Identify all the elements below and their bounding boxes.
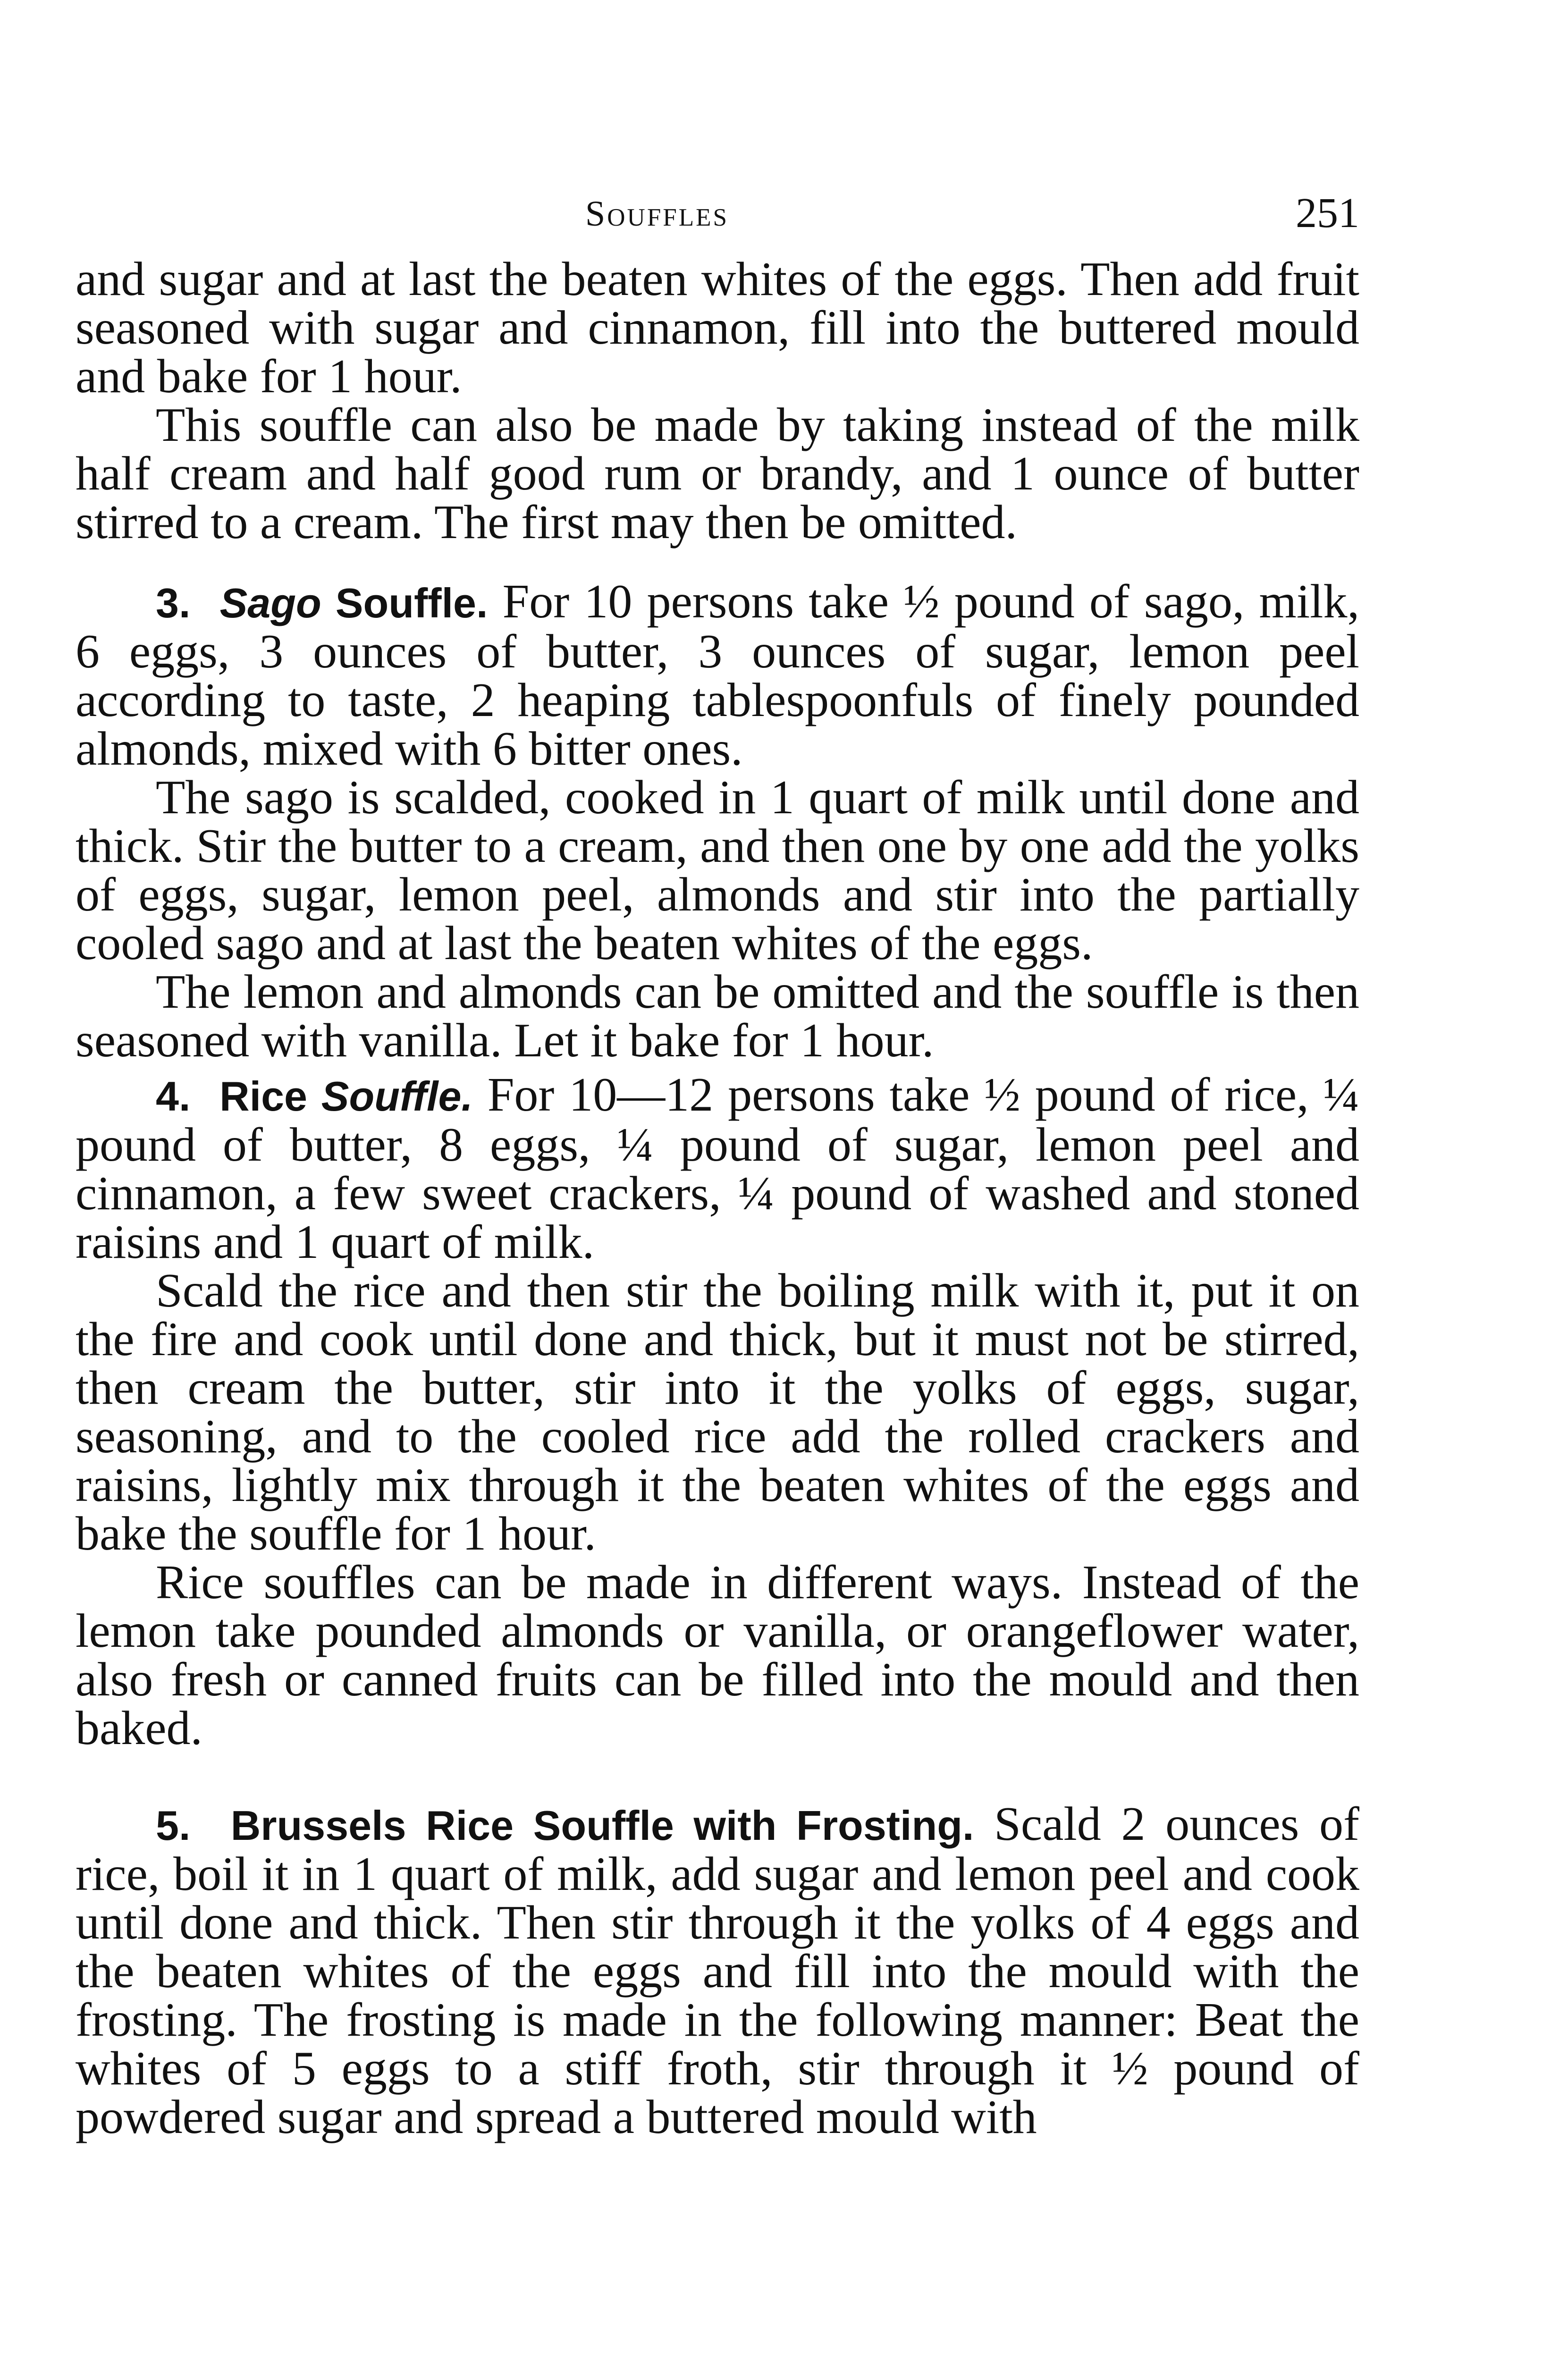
- paragraph-continuation: and sugar and at last the beaten whites of the eggs. Then add fruit seasoned with sugar and cinnamon, fill into the buttered mould and bake for 1 hour.: [76, 253, 1359, 403]
- recipe-rice-intro: [76, 1068, 1360, 1269]
- recipe-method: Scald 2 ounces of rice, boil it in 1 quart of milk, add sugar and lemon peel and cook until done and thick. Then stir through it the yolks of 4 eggs and the beaten whites of the eggs and fill into the mould with the frosting. The frosting is made in the following manner: Beat the whites of 5 eggs to a stiff froth, stir through it ½ pound of powdered sugar and spread a buttered mould with: [76, 1797, 1360, 2144]
- recipe-ingredients: For 10—12 persons take ½ pound of rice, ¼ pound of butter, 8 eggs, ¼ pound of sugar, lemon peel and cinnamon, a few sweet crackers, ¼ pound of washed and stoned raisins and 1 quart of milk.: [76, 1068, 1360, 1269]
- recipe-sago-intro: [76, 577, 1359, 773]
- running-title: Souffles: [585, 194, 729, 234]
- recipe-title: Brussels Rice Souffle with Frosting.: [230, 1802, 974, 1849]
- recipe-ingredients: For 10 persons take ½ pound of sago, milk, 6 eggs, 3 ounces of butter, 3 ounces of sugar, lemon peel according to taste, 2 heaping tablespoonfuls of finely pounded almonds, mixed with 6 bitter ones.: [76, 575, 1360, 775]
- recipe-number: 3.: [156, 580, 191, 626]
- book-page: [76, 184, 1360, 2144]
- recipe-title: Rice Souffle.: [219, 1073, 473, 1120]
- page-body: [76, 253, 1360, 2144]
- recipe-number: 4.: [156, 1073, 191, 1120]
- page-number: 251: [1296, 190, 1359, 236]
- recipe-number: 5.: [156, 1802, 191, 1849]
- running-head: [76, 184, 1359, 255]
- paragraph-variation: This souffle can also be made by taking instead of the milk half cream and half good rum or brandy, and 1 ounce of butter stirred to a cream. The first may then be omitted.: [76, 398, 1359, 549]
- recipe-paragraph: The sago is scalded, cooked in 1 quart of milk until done and thick. Stir the butter to a cream, and then one by one add the yolks of eggs, sugar, lemon peel, almonds and stir into the partially cooled sago and at last the beaten whites of the eggs.: [76, 771, 1359, 970]
- recipe-paragraph: The lemon and almonds can be omitted and the souffle is then seasoned with vanilla. Let it bake for 1 hour.: [76, 965, 1359, 1067]
- recipe-title: Sago Souffle.: [219, 580, 488, 626]
- recipe-paragraph: Scald the rice and then stir the boiling milk with it, put it on the fire and cook until done and thick, but it must not be stirred, then cream the butter, stir into it the yolks of eggs, sugar, seasoning, and to the cooled rice add the rolled crackers and raisins, lightly mix through it the beaten whites of the eggs and bake the souffle for 1 hour.: [76, 1264, 1359, 1560]
- recipe-paragraph: Rice souffles can be made in different ways. Instead of the lemon take pounded almonds or vanilla, or orangeflower water, also fresh or canned fruits can be filled into the mould and then baked.: [76, 1556, 1359, 1755]
- recipe-brussels-intro: [76, 1797, 1360, 2144]
